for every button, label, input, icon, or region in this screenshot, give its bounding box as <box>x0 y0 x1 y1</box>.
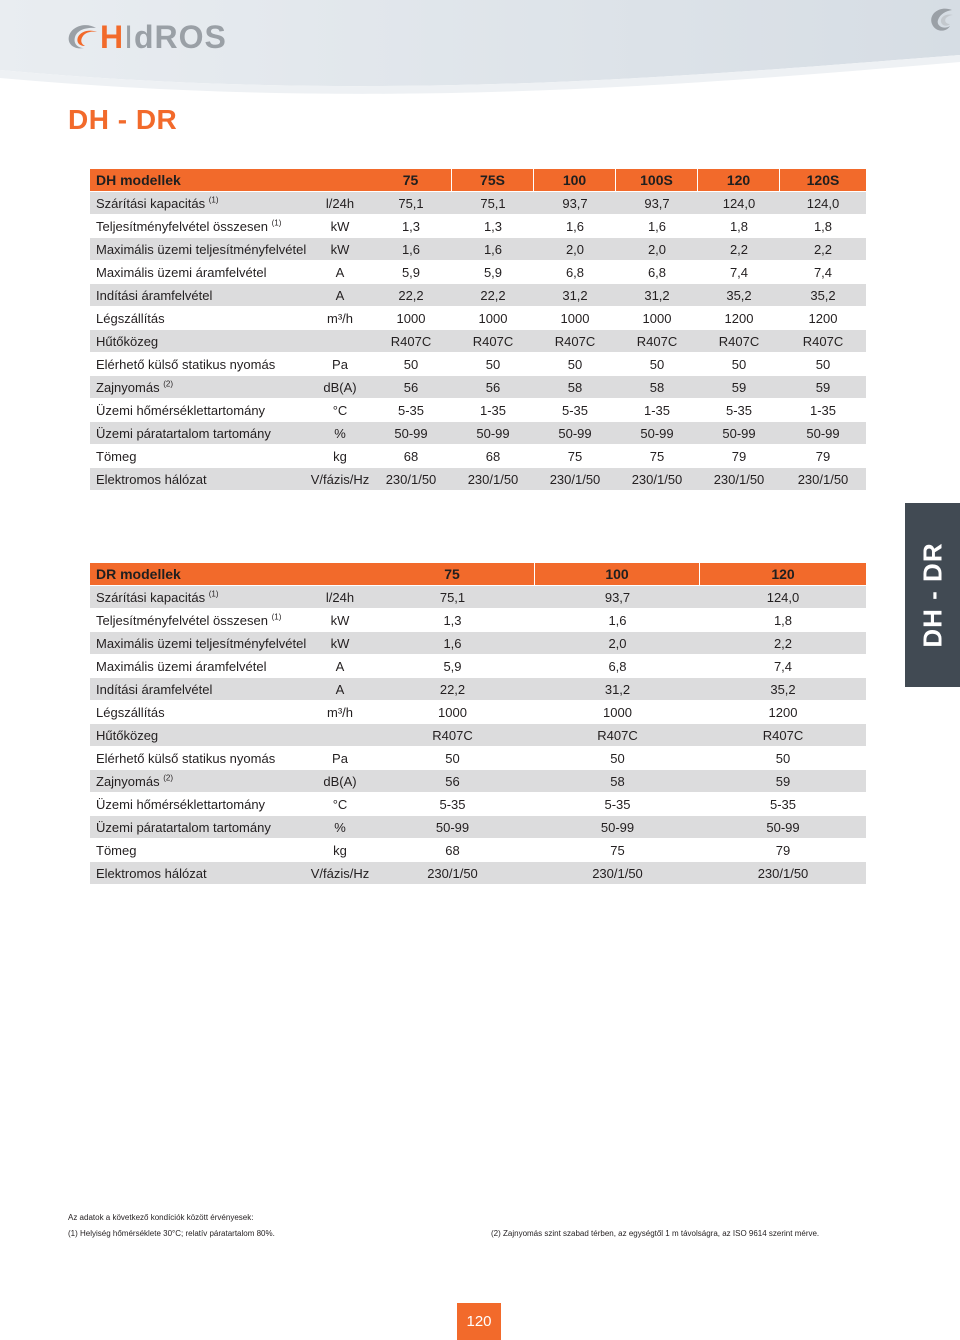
row-value: 1,6 <box>452 238 534 260</box>
row-value: 50 <box>452 353 534 375</box>
footnote-marker: (1) <box>271 218 282 228</box>
row-value: 35,2 <box>700 678 866 700</box>
row-value: 2,0 <box>616 238 698 260</box>
side-tab-label: DH - DR <box>917 542 947 648</box>
row-unit: m³/h <box>310 307 370 329</box>
row-label-text: Maximális üzemi teljesítményfelvétel <box>96 241 307 257</box>
row-value: 50-99 <box>698 422 780 444</box>
row-value: 50 <box>534 353 616 375</box>
table-row <box>90 816 866 838</box>
row-value: 75,1 <box>370 192 452 214</box>
row-label-text: Elérhető külső statikus nyomás <box>96 356 276 372</box>
row-value: 56 <box>370 770 535 792</box>
row-label-text: Tömeg <box>96 448 137 464</box>
table-row <box>90 307 866 329</box>
row-value: 1,3 <box>370 609 535 631</box>
row-value: 6,8 <box>534 261 616 283</box>
row-unit: kW <box>310 632 370 654</box>
row-value: 2,0 <box>534 238 616 260</box>
row-value: 1000 <box>370 307 452 329</box>
row-value: 1200 <box>700 701 866 723</box>
row-value: 1-35 <box>616 399 698 421</box>
row-label <box>90 793 310 815</box>
row-value: R407C <box>616 330 698 352</box>
table-row <box>90 724 866 746</box>
row-value: 50-99 <box>616 422 698 444</box>
row-unit: °C <box>310 793 370 815</box>
row-value: 68 <box>452 445 534 467</box>
row-value: 1,3 <box>370 215 452 237</box>
row-value: 230/1/50 <box>370 862 535 884</box>
dr-spec-table <box>90 562 866 885</box>
row-value: 35,2 <box>698 284 780 306</box>
row-value: 5,9 <box>370 655 535 677</box>
row-label-text: Hűtőközeg <box>96 727 159 743</box>
row-label-text: Elérhető külső statikus nyomás <box>96 750 276 766</box>
row-unit: m³/h <box>310 701 370 723</box>
row-value: 68 <box>370 445 452 467</box>
side-section-tab <box>905 503 960 687</box>
row-value: 2,2 <box>780 238 866 260</box>
model-header: 75S <box>452 169 534 191</box>
row-value: R407C <box>698 330 780 352</box>
row-label <box>90 839 310 861</box>
row-label-text: Üzemi hőmérséklettartomány <box>96 402 266 418</box>
footnote-2: (2) Zajnyomás szint szabad térben, az egységtől 1 m távolságra, az ISO 9614 szerint mérve. <box>491 1229 820 1238</box>
row-value: R407C <box>370 330 452 352</box>
row-value: 5-35 <box>700 793 866 815</box>
footnote-marker: (1) <box>271 612 282 622</box>
row-value: 50 <box>698 353 780 375</box>
row-value: 59 <box>780 376 866 398</box>
footnote-intro: Az adatok a következő kondíciók között érvényesek: <box>68 1213 254 1222</box>
row-value: 93,7 <box>535 586 700 608</box>
row-label-text: Üzemi páratartalom tartomány <box>96 819 271 835</box>
row-label <box>90 330 310 352</box>
row-value: 31,2 <box>616 284 698 306</box>
row-value: 50 <box>616 353 698 375</box>
row-value: 50-99 <box>780 422 866 444</box>
row-label <box>90 399 310 421</box>
row-value: 58 <box>535 770 700 792</box>
table-row <box>90 655 866 677</box>
row-label-text: Maximális üzemi áramfelvétel <box>96 658 267 674</box>
row-value: 58 <box>534 376 616 398</box>
row-value: 124,0 <box>700 586 866 608</box>
row-value: 22,2 <box>370 284 452 306</box>
row-value: 79 <box>700 839 866 861</box>
table-row <box>90 678 866 700</box>
row-value: 230/1/50 <box>700 862 866 884</box>
row-label-text: Szárítási kapacitás <box>96 195 206 211</box>
row-value: 5-35 <box>535 793 700 815</box>
row-unit: kg <box>310 839 370 861</box>
row-value: 1-35 <box>780 399 866 421</box>
row-label <box>90 422 310 444</box>
row-value: 31,2 <box>534 284 616 306</box>
row-label <box>90 816 310 838</box>
row-value: 56 <box>452 376 534 398</box>
row-label-text: Légszállítás <box>96 704 165 720</box>
model-header: 75 <box>370 563 535 585</box>
footnote-marker: (1) <box>208 195 219 205</box>
row-unit: °C <box>310 399 370 421</box>
row-value: 230/1/50 <box>698 468 780 490</box>
table-row <box>90 839 866 861</box>
row-value: 2,2 <box>700 632 866 654</box>
logo-swoosh-icon <box>66 22 100 52</box>
row-value: 58 <box>616 376 698 398</box>
row-label <box>90 353 310 375</box>
row-value: 230/1/50 <box>370 468 452 490</box>
row-value: 75 <box>616 445 698 467</box>
row-value: R407C <box>780 330 866 352</box>
row-value: 230/1/50 <box>534 468 616 490</box>
row-unit: A <box>310 678 370 700</box>
model-header: 100S <box>616 169 698 191</box>
row-value: 50-99 <box>370 422 452 444</box>
table-row <box>90 330 866 352</box>
row-value: 93,7 <box>534 192 616 214</box>
table-row <box>90 632 866 654</box>
page-number: 120 <box>457 1303 501 1340</box>
row-value: 1-35 <box>452 399 534 421</box>
page-title: DH - DR <box>68 104 178 135</box>
row-value: 124,0 <box>698 192 780 214</box>
row-unit: % <box>310 422 370 444</box>
row-unit: kg <box>310 445 370 467</box>
row-value: 2,2 <box>698 238 780 260</box>
row-unit: Pa <box>310 747 370 769</box>
row-value: 230/1/50 <box>616 468 698 490</box>
row-label <box>90 655 310 677</box>
table-header-row <box>90 563 866 585</box>
model-header: 120S <box>780 169 866 191</box>
row-value: 50 <box>700 747 866 769</box>
row-value: 7,4 <box>700 655 866 677</box>
row-unit: A <box>310 284 370 306</box>
row-value: 59 <box>700 770 866 792</box>
row-value: 6,8 <box>616 261 698 283</box>
model-header: 120 <box>698 169 780 191</box>
row-label-text: Maximális üzemi áramfelvétel <box>96 264 267 280</box>
row-label-text: Üzemi hőmérséklettartomány <box>96 796 266 812</box>
table-row <box>90 609 866 631</box>
table-title: DR modellek <box>90 563 310 585</box>
row-value: 5-35 <box>534 399 616 421</box>
logo-wordmark: HIdROS <box>100 19 227 55</box>
row-value: 6,8 <box>535 655 700 677</box>
row-label-text: Üzemi páratartalom tartomány <box>96 425 271 441</box>
table-row <box>90 215 866 237</box>
row-label <box>90 586 310 608</box>
row-value: 5-35 <box>698 399 780 421</box>
row-value: 1,8 <box>700 609 866 631</box>
row-value: 75,1 <box>452 192 534 214</box>
row-value: 1,6 <box>616 215 698 237</box>
footnote-marker: (1) <box>208 589 219 599</box>
row-value: 75 <box>535 839 700 861</box>
row-label <box>90 307 310 329</box>
table-row <box>90 862 866 884</box>
row-unit <box>310 330 370 352</box>
row-value: 5,9 <box>370 261 452 283</box>
row-label <box>90 238 310 260</box>
row-value: 5-35 <box>370 793 535 815</box>
row-label-text: Indítási áramfelvétel <box>96 287 213 303</box>
corner-swirl-icon <box>926 6 956 36</box>
row-label <box>90 678 310 700</box>
model-header: 100 <box>535 563 700 585</box>
row-value: 230/1/50 <box>535 862 700 884</box>
row-value: 35,2 <box>780 284 866 306</box>
row-value: 50 <box>370 353 452 375</box>
row-value: 50 <box>535 747 700 769</box>
table-title: DH modellek <box>90 169 310 191</box>
row-unit: kW <box>310 609 370 631</box>
row-unit: kW <box>310 215 370 237</box>
row-label-text: Tömeg <box>96 842 137 858</box>
table-row <box>90 468 866 490</box>
row-value: 22,2 <box>370 678 535 700</box>
row-value: 50-99 <box>534 422 616 444</box>
model-header: 100 <box>534 169 616 191</box>
row-value: R407C <box>700 724 866 746</box>
row-value: 1200 <box>780 307 866 329</box>
row-label <box>90 724 310 746</box>
row-value: 5-35 <box>370 399 452 421</box>
row-value: 75,1 <box>370 586 535 608</box>
table-row <box>90 701 866 723</box>
row-value: 1000 <box>370 701 535 723</box>
row-value: 1,3 <box>452 215 534 237</box>
row-unit: Pa <box>310 353 370 375</box>
row-value: 56 <box>370 376 452 398</box>
row-label <box>90 862 310 884</box>
row-value: R407C <box>370 724 535 746</box>
row-value: 1000 <box>535 701 700 723</box>
row-label-text: Légszállítás <box>96 310 165 326</box>
row-unit <box>310 724 370 746</box>
table-row <box>90 445 866 467</box>
row-value: 1000 <box>452 307 534 329</box>
table-row <box>90 238 866 260</box>
model-header: 120 <box>700 563 866 585</box>
table-row <box>90 586 866 608</box>
row-value: 1,6 <box>370 632 535 654</box>
row-label <box>90 376 310 398</box>
table-row <box>90 192 866 214</box>
row-label-text: Zajnyomás <box>96 773 160 789</box>
row-value: 75 <box>534 445 616 467</box>
row-value: 1,6 <box>370 238 452 260</box>
row-value: R407C <box>535 724 700 746</box>
row-value: 50-99 <box>535 816 700 838</box>
row-label-text: Zajnyomás <box>96 379 160 395</box>
footnote-1: (1) Helyiség hőmérséklete 30°C; relatív páratartalom 80%. <box>68 1229 275 1238</box>
row-label <box>90 284 310 306</box>
row-value: 93,7 <box>616 192 698 214</box>
row-value: 50-99 <box>700 816 866 838</box>
row-value: 1,6 <box>534 215 616 237</box>
row-unit: A <box>310 655 370 677</box>
row-label <box>90 632 310 654</box>
row-label <box>90 468 310 490</box>
row-unit: l/24h <box>310 192 370 214</box>
row-value: 68 <box>370 839 535 861</box>
unit-header <box>310 563 370 585</box>
row-value: 1,6 <box>535 609 700 631</box>
table-row <box>90 284 866 306</box>
row-label-text: Teljesítményfelvétel összesen <box>96 612 268 628</box>
footnote-marker: (2) <box>163 379 173 389</box>
row-unit: A <box>310 261 370 283</box>
row-value: 230/1/50 <box>452 468 534 490</box>
row-label-text: Hűtőközeg <box>96 333 159 349</box>
row-unit: V/fázis/Hz <box>310 468 370 490</box>
row-value: 22,2 <box>452 284 534 306</box>
row-label <box>90 747 310 769</box>
row-value: 124,0 <box>780 192 866 214</box>
table-row <box>90 770 866 792</box>
row-label-text: Szárítási kapacitás <box>96 589 206 605</box>
row-value: 50-99 <box>452 422 534 444</box>
row-label <box>90 609 310 631</box>
row-label-text: Elektromos hálózat <box>96 865 207 881</box>
table-row <box>90 376 866 398</box>
table-row <box>90 793 866 815</box>
row-value: 7,4 <box>698 261 780 283</box>
row-value: 1200 <box>698 307 780 329</box>
row-unit: V/fázis/Hz <box>310 862 370 884</box>
row-label <box>90 192 310 214</box>
row-label-text: Indítási áramfelvétel <box>96 681 213 697</box>
row-label <box>90 770 310 792</box>
row-label-text: Maximális üzemi teljesítményfelvétel <box>96 635 307 651</box>
table-row <box>90 399 866 421</box>
table-row <box>90 353 866 375</box>
row-value: 79 <box>698 445 780 467</box>
row-value: 50-99 <box>370 816 535 838</box>
row-value: 230/1/50 <box>780 468 866 490</box>
row-value: 79 <box>780 445 866 467</box>
row-value: 2,0 <box>535 632 700 654</box>
row-unit: % <box>310 816 370 838</box>
row-value: R407C <box>452 330 534 352</box>
row-label-text: Elektromos hálózat <box>96 471 207 487</box>
row-value: 5,9 <box>452 261 534 283</box>
row-value: 7,4 <box>780 261 866 283</box>
row-value: 1000 <box>534 307 616 329</box>
row-value: 50 <box>780 353 866 375</box>
table-row <box>90 747 866 769</box>
hidros-logo <box>66 20 227 54</box>
row-unit: kW <box>310 238 370 260</box>
row-label <box>90 215 310 237</box>
row-value: R407C <box>534 330 616 352</box>
dh-spec-table <box>90 168 866 491</box>
row-value: 1,8 <box>780 215 866 237</box>
row-unit: l/24h <box>310 586 370 608</box>
unit-header <box>310 169 370 191</box>
model-header: 75 <box>370 169 452 191</box>
row-label <box>90 445 310 467</box>
row-label-text: Teljesítményfelvétel összesen <box>96 218 268 234</box>
table-row <box>90 261 866 283</box>
row-label <box>90 261 310 283</box>
row-unit: dB(A) <box>310 770 370 792</box>
row-value: 59 <box>698 376 780 398</box>
table-header-row <box>90 169 866 191</box>
row-label <box>90 701 310 723</box>
row-value: 1000 <box>616 307 698 329</box>
table-row <box>90 422 866 444</box>
row-value: 1,8 <box>698 215 780 237</box>
row-value: 31,2 <box>535 678 700 700</box>
row-unit: dB(A) <box>310 376 370 398</box>
row-value: 50 <box>370 747 535 769</box>
footnote-marker: (2) <box>163 773 173 783</box>
